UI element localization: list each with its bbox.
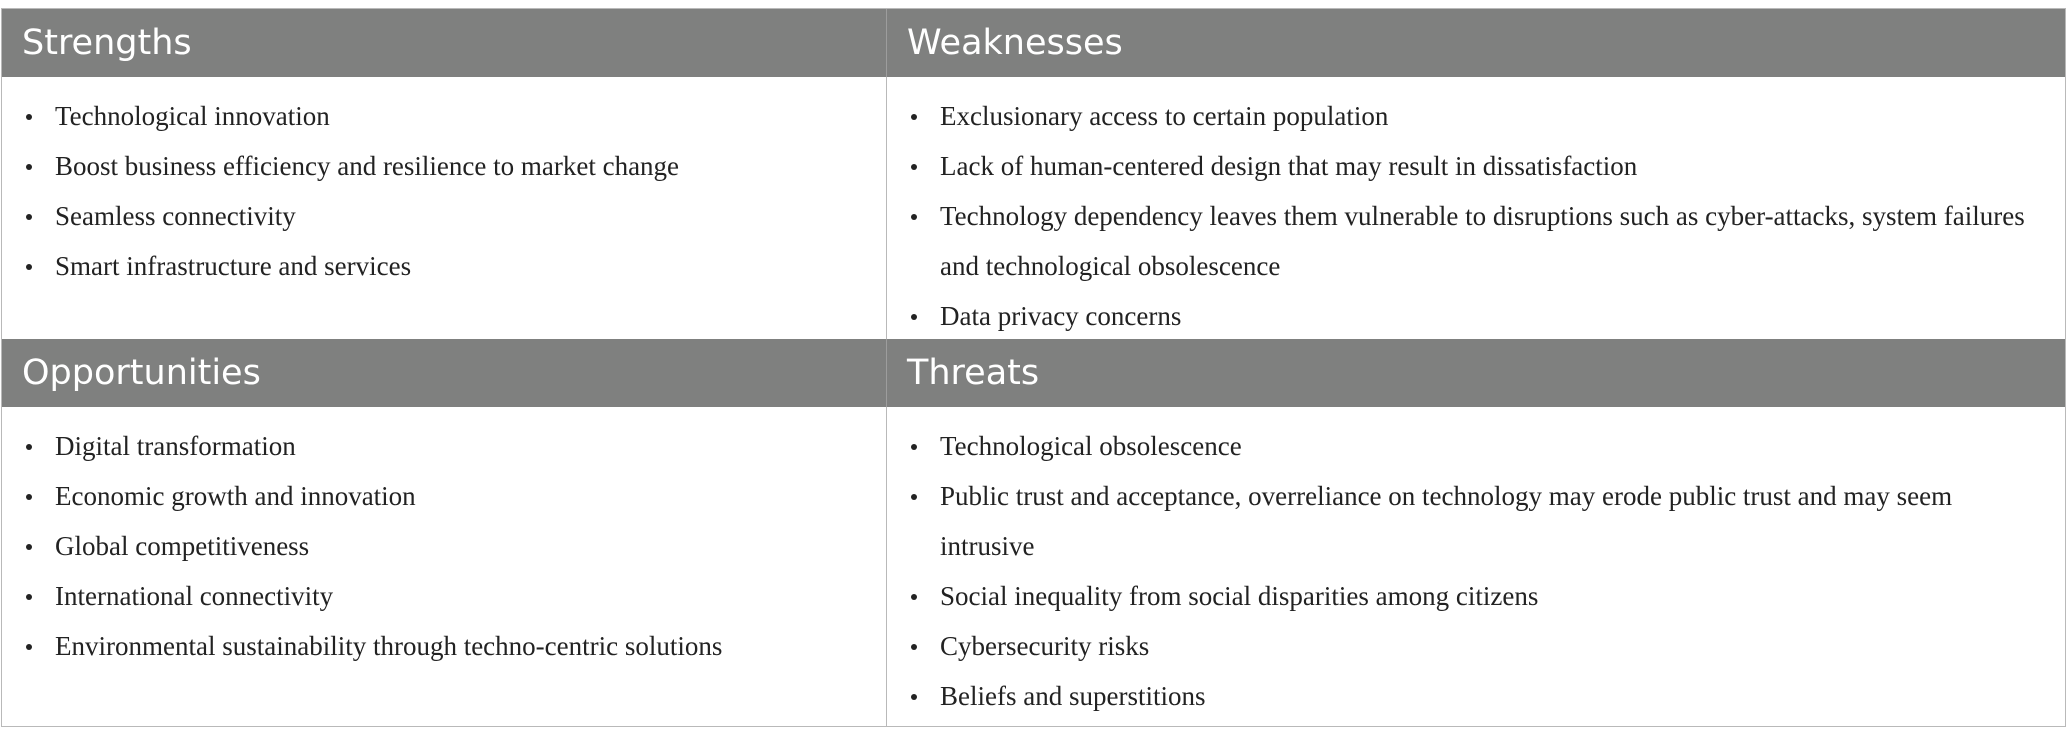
strengths-header: Strengths	[2, 9, 887, 77]
opportunities-item: Digital transformation	[2, 421, 886, 471]
strengths-item: Seamless connectivity	[2, 191, 886, 241]
threats-item: Social inequality from social disparities among citizens	[887, 571, 2065, 621]
weaknesses-header: Weaknesses	[887, 9, 2065, 77]
threats-item: Technological obsolescence	[887, 421, 2065, 471]
threats-item: Cybersecurity risks	[887, 621, 2065, 671]
strengths-item: Boost business efficiency and resilience to market change	[2, 141, 886, 191]
opportunities-header: Opportunities	[2, 339, 887, 407]
opportunities-item: International connectivity	[2, 571, 886, 621]
threats-list	[887, 421, 2065, 721]
weaknesses-item: Exclusionary access to certain population	[887, 91, 2065, 141]
strengths-cell	[2, 77, 887, 339]
threats-cell	[887, 407, 2065, 726]
opportunities-list	[2, 421, 886, 671]
weaknesses-cell	[887, 77, 2065, 339]
weaknesses-list	[887, 91, 2065, 341]
strengths-item: Technological innovation	[2, 91, 886, 141]
strengths-list	[2, 91, 886, 291]
opportunities-item: Environmental sustainability through techno-centric solutions	[2, 621, 886, 671]
opportunities-cell	[2, 407, 887, 726]
threats-item: Public trust and acceptance, overreliance on technology may erode public trust and may seem intrusive	[887, 471, 2065, 571]
opportunities-item: Economic growth and innovation	[2, 471, 886, 521]
threats-header: Threats	[887, 339, 2065, 407]
strengths-item: Smart infrastructure and services	[2, 241, 886, 291]
swot-table	[1, 8, 2066, 727]
opportunities-item: Global competitiveness	[2, 521, 886, 571]
weaknesses-item: Technology dependency leaves them vulnerable to disruptions such as cyber-attacks, system failures and technological obsolescence	[887, 191, 2065, 291]
threats-item: Beliefs and superstitions	[887, 671, 2065, 721]
weaknesses-item: Lack of human-centered design that may result in dissatisfaction	[887, 141, 2065, 191]
weaknesses-item: Data privacy concerns	[887, 291, 2065, 341]
